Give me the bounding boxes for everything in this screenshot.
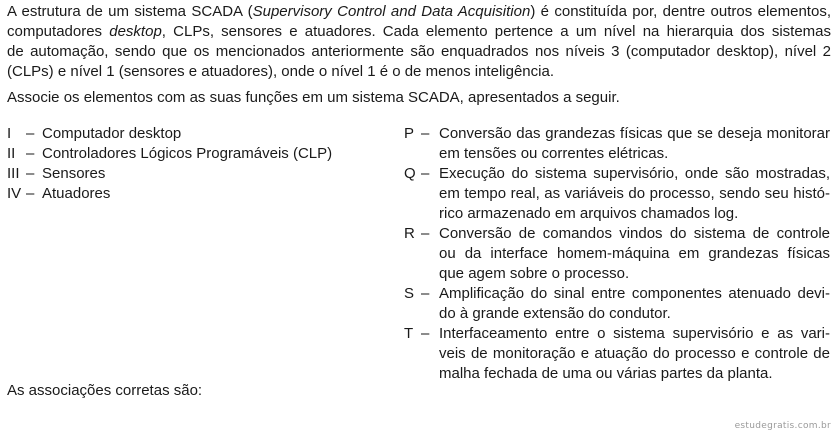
intro-emphasis: desktop <box>109 23 162 40</box>
list-item <box>7 144 387 164</box>
item-text-line: veis de monitoração e atuação do processo e controle de <box>439 345 830 362</box>
item-text <box>439 324 830 384</box>
watermark: estudegratis.com.br <box>734 421 831 431</box>
item-text: Sensores <box>42 165 106 182</box>
list-item <box>404 324 830 384</box>
intro-emphasis: Supervisory Control and Data Acquisition <box>252 3 531 20</box>
intro-text: computadores <box>7 23 110 40</box>
item-dash: – <box>421 325 430 342</box>
elements-list <box>7 124 387 204</box>
list-item <box>404 224 830 284</box>
item-text <box>439 284 830 324</box>
item-text-line: Conversão das grandezas físicas que se deseja monitorar <box>439 125 830 142</box>
item-letter: S <box>404 285 415 302</box>
item-numeral: II <box>7 145 16 162</box>
list-item <box>7 164 387 184</box>
item-text-line: que agem sobre o processo. <box>439 265 630 282</box>
intro-line-1 <box>7 2 831 22</box>
item-text-line: rico armazenado em arquivos chamados log. <box>439 205 739 222</box>
item-text: Computador desktop <box>42 125 182 142</box>
item-dash: – <box>421 285 430 302</box>
item-dash: – <box>421 165 430 182</box>
intro-paragraph <box>7 2 831 82</box>
item-dash: – <box>26 185 35 202</box>
intro-line-4: (CLPs) e nível 1 (sensores e atuadores), onde o nível 1 é o de menos inteligência. <box>7 63 554 80</box>
item-numeral: III <box>7 165 20 182</box>
item-text-line: Amplificação do sinal entre componentes atenuado devi- <box>439 285 830 302</box>
item-text-line: do à grande extensão do condutor. <box>439 305 671 322</box>
item-text-line: em tempo real, as variáveis do processo, sendo seu histó- <box>439 185 830 202</box>
list-item <box>404 124 830 164</box>
item-text-line: Execução do sistema supervisório, onde são mostradas, <box>439 165 830 182</box>
list-item <box>7 124 387 144</box>
list-item <box>7 184 387 204</box>
item-dash: – <box>26 165 35 182</box>
item-letter: Q <box>404 165 416 182</box>
functions-list <box>404 124 830 384</box>
item-text-line: malha fechada de uma ou várias partes da planta. <box>439 365 773 382</box>
item-numeral: I <box>7 125 12 142</box>
item-text-line: Interfaceamento entre o sistema supervisório e as vari- <box>439 325 830 342</box>
item-dash: – <box>26 145 35 162</box>
intro-line-3: de automação, sendo que os mencionados anteriormente são enquadrados nos níveis 3 (computador desktop), nível 2 <box>7 43 831 60</box>
intro-text: A estrutura de um sistema SCADA ( <box>7 3 253 20</box>
intro-text: ) é constituída por, dentre outros elementos, <box>530 3 831 20</box>
item-numeral: IV <box>7 185 22 202</box>
item-text: Controladores Lógicos Programáveis (CLP) <box>42 145 333 162</box>
item-text-line: em tensões ou correntes elétricas. <box>439 145 669 162</box>
item-text-line: ou da interface homem-máquina em grandezas físicas <box>439 245 830 262</box>
item-text <box>439 224 830 284</box>
intro-line-2 <box>7 22 831 42</box>
list-item <box>404 164 830 224</box>
item-letter: P <box>404 125 415 142</box>
item-letter: R <box>404 225 415 242</box>
item-text <box>439 124 830 164</box>
item-text: Atuadores <box>42 185 111 202</box>
item-dash: – <box>26 125 35 142</box>
item-letter: T <box>404 325 414 342</box>
intro-text: , CLPs, sensores e atuadores. Cada elemento pertence a um nível na hierarquia dos sistemas <box>161 23 831 40</box>
item-dash: – <box>421 225 430 242</box>
item-dash: – <box>421 125 430 142</box>
item-text <box>439 164 830 224</box>
list-item <box>404 284 830 324</box>
question-prompt: Associe os elementos com as suas funções em um sistema SCADA, apresentados a seguir. <box>7 89 620 106</box>
item-text-line: Conversão de comandos vindos do sistema de controle <box>439 225 830 242</box>
answer-prompt: As associações corretas são: <box>7 382 203 399</box>
